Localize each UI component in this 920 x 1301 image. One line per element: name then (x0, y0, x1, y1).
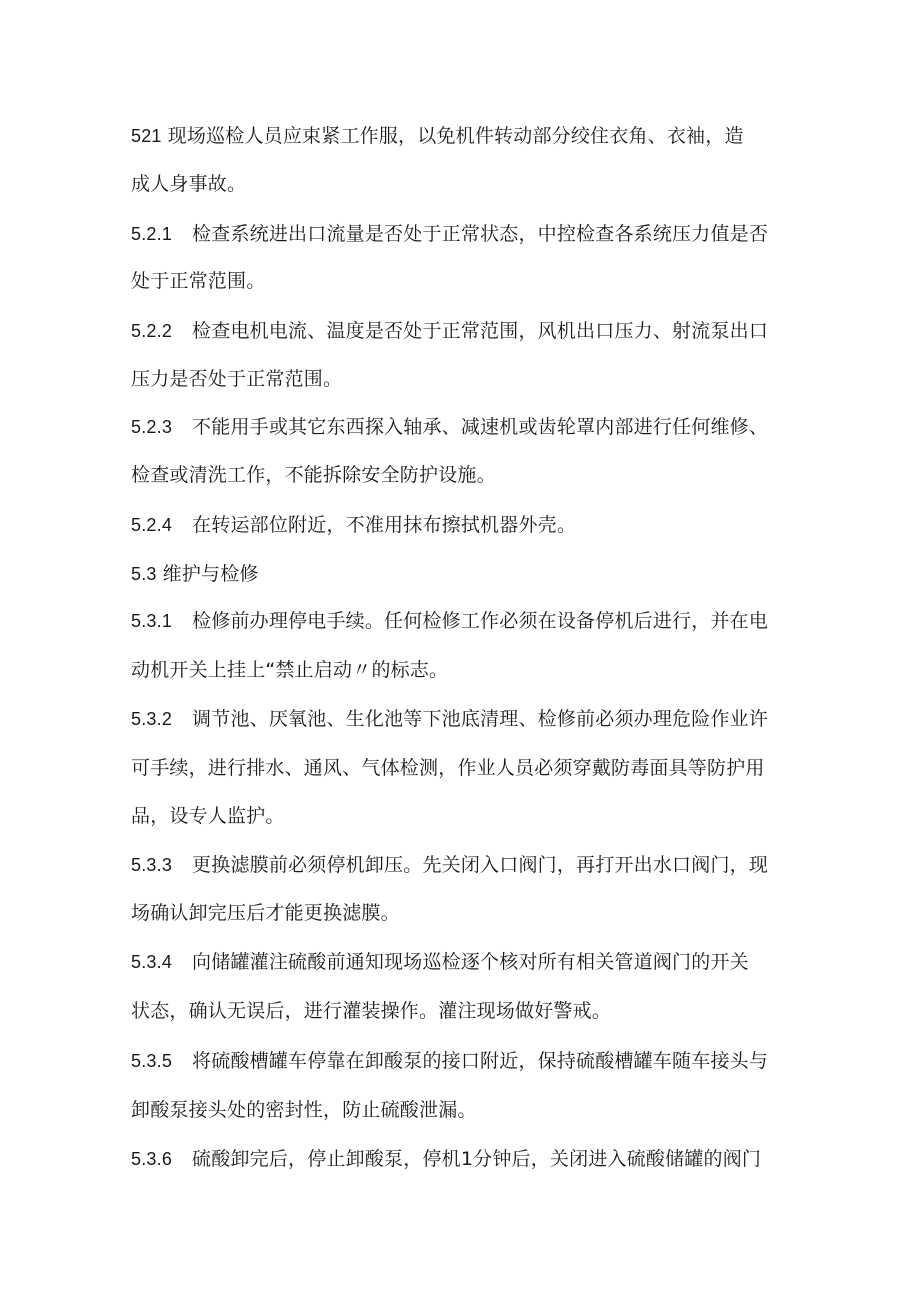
paragraph-5-3-3-line-2 (131, 900, 400, 926)
paragraph-5-2-2-line-1 (131, 318, 768, 344)
paragraph-text: 压力是否处于正常范围。 (131, 368, 343, 390)
paragraph-text: 动机开关上挂上“禁止启动〃的标志。 (131, 659, 449, 681)
paragraph-text: 成人身事故。 (131, 173, 247, 195)
paragraph-number: 5.3.2 (131, 709, 173, 729)
paragraph-number: 521 (131, 126, 162, 146)
paragraph-5-3-2-line-2 (131, 755, 765, 781)
paragraph-521-line-2 (131, 171, 246, 197)
paragraph-5-3-4-line-2 (131, 998, 611, 1024)
paragraph-5-2-3-line-2 (131, 462, 496, 488)
paragraph-text: 可手续，进行排水、通风、气体检测，作业人员必须穿戴防毒面具等防护用 (131, 757, 765, 779)
paragraph-5-3-1-line-2 (131, 657, 448, 683)
paragraph-5-3-6-line-1 (131, 1146, 761, 1172)
section-heading-5-3 (131, 561, 259, 587)
paragraph-number: 5.2.3 (131, 417, 173, 437)
paragraph-5-2-1-line-1 (131, 221, 768, 247)
paragraph-5-2-1-line-2 (131, 268, 265, 294)
paragraph-5-3-5-line-2 (131, 1097, 477, 1123)
paragraph-5-3-2-line-3 (131, 803, 285, 829)
paragraph-text: 状态，确认无误后，进行灌装操作。灌注现场做好警戒。 (131, 1000, 612, 1022)
paragraph-text: 调节池、厌氧池、生化池等下池底清理、检修前必须办理危险作业许 (192, 708, 769, 730)
paragraph-5-3-3-line-1 (131, 852, 768, 878)
paragraph-text: 不能用手或其它东西探入轴承、减速机或齿轮罩内部进行任何维修、 (192, 416, 769, 438)
paragraph-text: 处于正常范围。 (131, 270, 266, 292)
paragraph-text: 硫酸卸完后，停止卸酸泵，停机1分钟后，关闭进入硫酸储罐的阀门 (192, 1148, 762, 1170)
paragraph-text: 场确认卸完压后才能更换滤膜。 (131, 902, 400, 924)
paragraph-number: 5.3.3 (131, 855, 173, 875)
paragraph-number: 5.2.1 (131, 224, 173, 244)
paragraph-text: 检修前办理停电手续。任何检修工作必须在设备停机后进行，并在电 (192, 610, 769, 632)
paragraph-5-2-4-line-1 (131, 512, 576, 538)
paragraph-5-3-2-line-1 (131, 706, 768, 732)
paragraph-text: 品，设专人监护。 (131, 805, 285, 827)
paragraph-text: 向储罐灌注硫酸前通知现场巡检逐个核对所有相关管道阀门的开关 (192, 951, 749, 973)
paragraph-text: 更换滤膜前必须停机卸压。先关闭入口阀门，再打开出水口阀门，现 (192, 854, 769, 876)
paragraph-5-2-2-line-2 (131, 366, 342, 392)
paragraph-5-3-5-line-1 (131, 1048, 768, 1074)
paragraph-text: 现场巡检人员应束紧工作服，以免机件转动部分绞住衣角、衣袖，造 (167, 125, 744, 147)
paragraph-number: 5.2.4 (131, 515, 173, 535)
paragraph-5-2-3-line-1 (131, 414, 768, 440)
paragraph-text: 在转运部位附近，不准用抹布擦拭机器外壳。 (192, 514, 577, 536)
paragraph-text: 将硫酸槽罐车停靠在卸酸泵的接口附近，保持硫酸槽罐车随车接头与 (192, 1050, 769, 1072)
paragraph-text: 卸酸泵接头处的密封性，防止硫酸泄漏。 (131, 1099, 477, 1121)
paragraph-text: 检查或清洗工作，不能拆除安全防护设施。 (131, 464, 496, 486)
section-number: 5.3 (131, 564, 157, 584)
paragraph-number: 5.3.4 (131, 952, 173, 972)
paragraph-521-line-1 (131, 123, 744, 149)
section-title: 维护与检修 (162, 563, 259, 585)
paragraph-number: 5.3.5 (131, 1051, 173, 1071)
paragraph-5-3-4-line-1 (131, 949, 749, 975)
paragraph-number: 5.3.1 (131, 611, 173, 631)
paragraph-text: 检查系统进出口流量是否处于正常状态，中控检查各系统压力值是否 (192, 223, 769, 245)
paragraph-number: 5.3.6 (131, 1149, 173, 1169)
paragraph-5-3-1-line-1 (131, 608, 768, 634)
paragraph-number: 5.2.2 (131, 321, 173, 341)
paragraph-text: 检查电机电流、温度是否处于正常范围，风机出口压力、射流泵出口 (192, 320, 769, 342)
